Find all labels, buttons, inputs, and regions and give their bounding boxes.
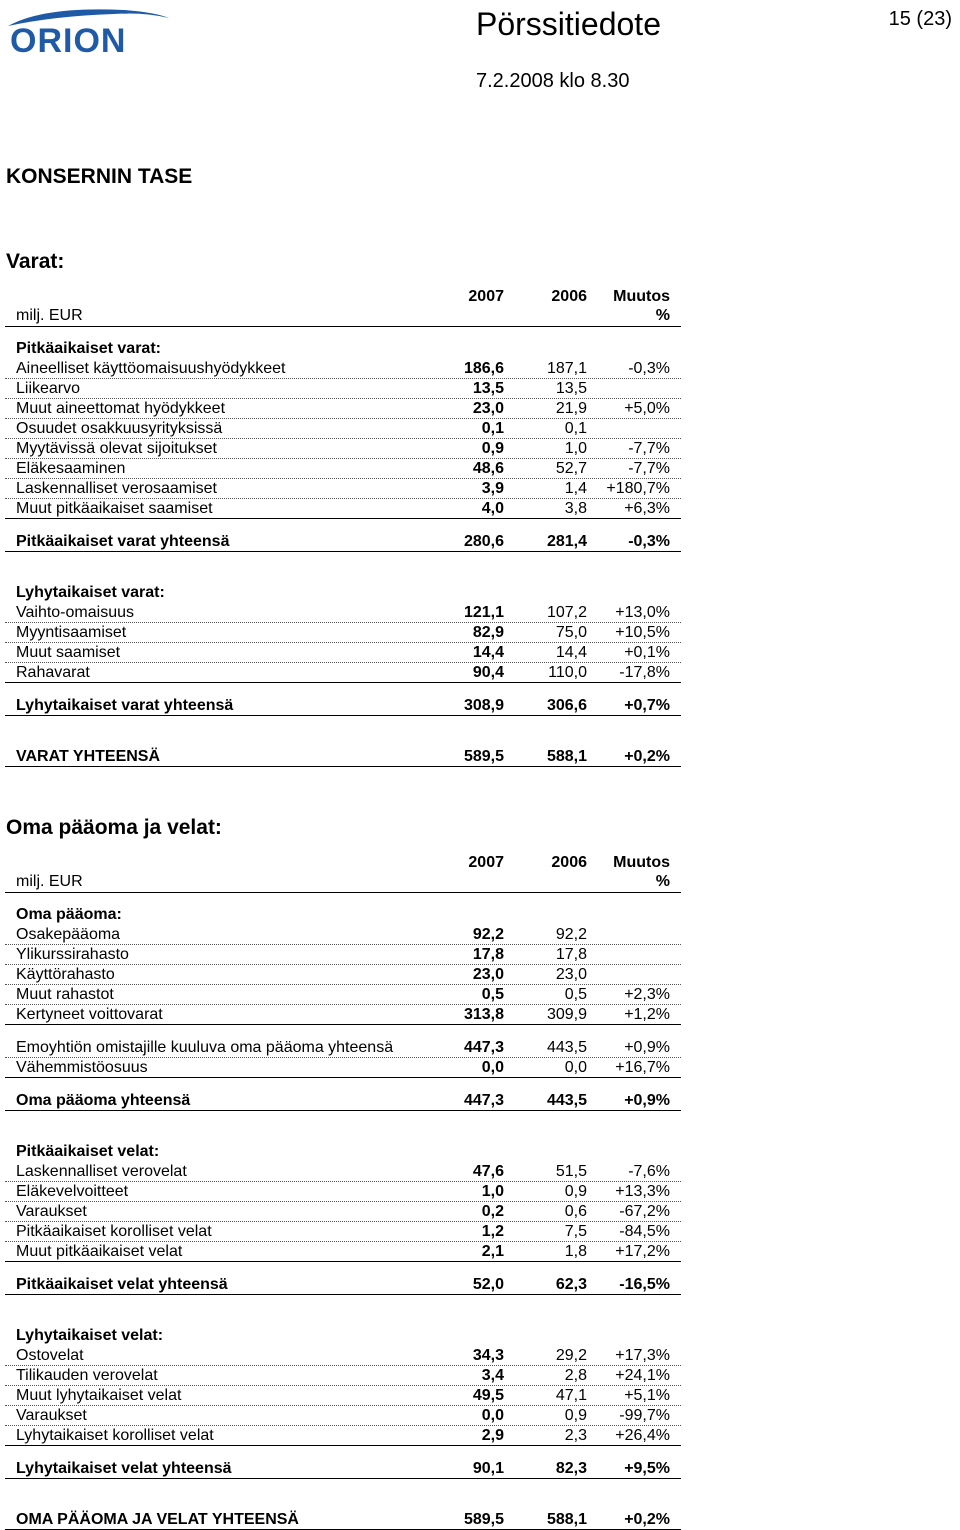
value-2007: 308,9 <box>463 697 504 714</box>
section-heading-row <box>5 339 681 359</box>
value-2007: 92,2 <box>472 926 504 943</box>
table-row <box>5 1058 681 1078</box>
table-row <box>5 459 681 479</box>
value-2006: 47,1 <box>555 1387 587 1404</box>
orion-logo <box>4 6 172 54</box>
row-label: OMA PÄÄOMA JA VELAT YHTEENSÄ <box>16 1511 299 1528</box>
section-heading-row <box>5 905 681 925</box>
total-row <box>5 1091 681 1111</box>
col-change: Muutos <box>613 288 670 305</box>
row-label: Ostovelat <box>16 1347 84 1364</box>
value-2006: 1,8 <box>564 1243 587 1260</box>
value-2006: 75,0 <box>555 624 587 641</box>
table-row <box>5 925 681 945</box>
value-change: +10,5% <box>615 624 670 641</box>
value-2006: 0,9 <box>564 1407 587 1424</box>
row-label: Osakepääoma <box>16 926 121 943</box>
table-row <box>5 1162 681 1182</box>
row-label: Kertyneet voittovarat <box>16 1006 163 1023</box>
value-change: -7,7% <box>628 440 670 457</box>
value-change: +13,0% <box>615 604 670 621</box>
value-2006: 29,2 <box>555 1347 587 1364</box>
row-label: Eläkevelvoitteet <box>16 1183 129 1200</box>
row-label: Lyhytaikaiset velat: <box>16 1327 164 1344</box>
value-2007: 447,3 <box>463 1092 504 1109</box>
row-label: Aineelliset käyttöomaisuushyödykkeet <box>16 360 286 377</box>
value-change: +0,1% <box>624 644 670 661</box>
value-2007: 1,2 <box>481 1223 504 1240</box>
table-row <box>5 985 681 1005</box>
page-number: 15 (23) <box>888 8 952 30</box>
value-2007: 90,1 <box>472 1460 504 1477</box>
row-label: Myyntisaamiset <box>16 624 127 641</box>
total-row <box>5 747 681 767</box>
value-2006: 17,8 <box>555 946 587 963</box>
row-label: Pitkäaikaiset korolliset velat <box>16 1223 212 1240</box>
table-row <box>5 1038 681 1058</box>
value-2007: 3,9 <box>481 480 504 497</box>
value-2007: 0,2 <box>481 1203 504 1220</box>
table-row <box>5 1182 681 1202</box>
value-2007: 589,5 <box>463 1511 504 1528</box>
value-change: +5,1% <box>624 1387 670 1404</box>
table-row <box>5 663 681 683</box>
table-row <box>5 1406 681 1426</box>
value-2006: 62,3 <box>555 1276 587 1293</box>
table-row <box>5 399 681 419</box>
value-change: +24,1% <box>615 1367 670 1384</box>
value-change: -84,5% <box>619 1223 670 1240</box>
col-2007: 2007 <box>468 854 504 871</box>
row-label: Varaukset <box>16 1407 87 1424</box>
value-2007: 49,5 <box>472 1387 504 1404</box>
value-2006: 0,0 <box>564 1059 587 1076</box>
section-heading-row <box>5 1326 681 1346</box>
value-2006: 1,4 <box>564 480 587 497</box>
value-change: +16,7% <box>615 1059 670 1076</box>
value-2006: 52,7 <box>555 460 587 477</box>
table-header <box>5 288 681 327</box>
value-change: +13,3% <box>615 1183 670 1200</box>
value-2006: 588,1 <box>546 748 587 765</box>
value-change: +26,4% <box>615 1427 670 1444</box>
value-2007: 2,9 <box>481 1427 504 1444</box>
total-row <box>5 532 681 552</box>
table-row <box>5 623 681 643</box>
col-2007: 2007 <box>468 288 504 305</box>
value-2006: 0,9 <box>564 1183 587 1200</box>
total-row <box>5 1275 681 1295</box>
row-label: Vähemmistöosuus <box>16 1059 148 1076</box>
value-change: +0,7% <box>624 697 670 714</box>
value-2007: 313,8 <box>463 1006 504 1023</box>
row-label: Oma pääoma: <box>16 906 122 923</box>
value-2007: 0,0 <box>481 1407 504 1424</box>
value-change: +180,7% <box>606 480 670 497</box>
pct-label: % <box>655 873 670 890</box>
value-change: -7,6% <box>628 1163 670 1180</box>
value-2006: 107,2 <box>546 604 587 621</box>
row-label: Pitkäaikaiset velat yhteensä <box>16 1276 228 1293</box>
table-header <box>5 854 681 893</box>
section-heading-row <box>5 583 681 603</box>
row-label: Muut aineettomat hyödykkeet <box>16 400 226 417</box>
value-2006: 588,1 <box>546 1511 587 1528</box>
unit-label: milj. EUR <box>16 873 83 890</box>
table-row <box>5 643 681 663</box>
value-2007: 90,4 <box>472 664 504 681</box>
doc-title: Pörssitiedote <box>476 6 661 42</box>
value-change: +9,5% <box>624 1460 670 1477</box>
value-change: +6,3% <box>624 500 670 517</box>
value-2006: 187,1 <box>546 360 587 377</box>
value-change: +0,2% <box>624 1511 670 1528</box>
value-2007: 48,6 <box>472 460 504 477</box>
row-label: Vaihto-omaisuus <box>16 604 134 621</box>
value-2006: 13,5 <box>555 380 587 397</box>
value-2006: 1,0 <box>564 440 587 457</box>
value-2006: 443,5 <box>546 1039 587 1056</box>
table-row <box>5 1222 681 1242</box>
logo-text: ORION <box>10 22 127 54</box>
value-change: -7,7% <box>628 460 670 477</box>
row-label: Myytävissä olevat sijoitukset <box>16 440 217 457</box>
row-label: Käyttörahasto <box>16 966 115 983</box>
value-2007: 52,0 <box>472 1276 504 1293</box>
value-2006: 92,2 <box>555 926 587 943</box>
row-label: Muut rahastot <box>16 986 114 1003</box>
table-row <box>5 379 681 399</box>
row-label: Eläkesaaminen <box>16 460 126 477</box>
table-row <box>5 439 681 459</box>
value-2007: 186,6 <box>463 360 504 377</box>
value-2006: 3,8 <box>564 500 587 517</box>
value-2007: 2,1 <box>481 1243 504 1260</box>
table-row <box>5 1426 681 1446</box>
value-2007: 0,1 <box>481 420 504 437</box>
value-2006: 51,5 <box>555 1163 587 1180</box>
table-row <box>5 1005 681 1025</box>
value-2007: 447,3 <box>463 1039 504 1056</box>
value-change: -99,7% <box>619 1407 670 1424</box>
value-2006: 110,0 <box>548 664 587 681</box>
row-label: VARAT YHTEENSÄ <box>16 748 161 765</box>
table-row <box>5 945 681 965</box>
value-2007: 280,6 <box>463 533 504 550</box>
value-2006: 21,9 <box>555 400 587 417</box>
table-row <box>5 1366 681 1386</box>
row-label: Laskennalliset verovelat <box>16 1163 187 1180</box>
row-label: Muut saamiset <box>16 644 121 661</box>
value-2007: 82,9 <box>472 624 504 641</box>
col-2006: 2006 <box>551 288 587 305</box>
value-change: -0,3% <box>628 533 670 550</box>
row-label: Liikearvo <box>16 380 81 397</box>
table-row <box>5 419 681 439</box>
unit-label: milj. EUR <box>16 307 83 324</box>
value-2007: 17,8 <box>472 946 504 963</box>
row-label: Osuudet osakkuusyrityksissä <box>16 420 223 437</box>
value-2006: 281,4 <box>546 533 587 550</box>
col-2006: 2006 <box>551 854 587 871</box>
value-2006: 2,8 <box>564 1367 587 1384</box>
liabilities-title: Oma pääoma ja velat: <box>6 816 222 839</box>
value-2007: 121,1 <box>463 604 504 621</box>
row-label: Pitkäaikaiset varat yhteensä <box>16 533 230 550</box>
value-2006: 443,5 <box>546 1092 587 1109</box>
row-label: Pitkäaikaiset varat: <box>16 340 161 357</box>
row-label: Laskennalliset verosaamiset <box>16 480 217 497</box>
value-change: +0,2% <box>624 748 670 765</box>
section-heading-row <box>5 1142 681 1162</box>
value-2007: 3,4 <box>481 1367 504 1384</box>
value-change: +0,9% <box>624 1092 670 1109</box>
value-2006: 14,4 <box>555 644 587 661</box>
main-title: KONSERNIN TASE <box>6 165 193 188</box>
table-row <box>5 1346 681 1366</box>
value-change: +17,2% <box>615 1243 670 1260</box>
row-label: Rahavarat <box>16 664 90 681</box>
table-row <box>5 479 681 499</box>
row-label: Lyhytaikaiset velat yhteensä <box>16 1460 232 1477</box>
col-change: Muutos <box>613 854 670 871</box>
assets-title: Varat: <box>6 250 65 273</box>
value-change: +1,2% <box>624 1006 670 1023</box>
row-label: Lyhytaikaiset varat: <box>16 584 165 601</box>
value-2007: 4,0 <box>481 500 504 517</box>
value-change: -17,8% <box>619 664 670 681</box>
row-label: Lyhytaikaiset varat yhteensä <box>16 697 234 714</box>
value-2007: 589,5 <box>463 748 504 765</box>
row-label: Oma pääoma yhteensä <box>16 1092 191 1109</box>
value-2007: 1,0 <box>481 1183 504 1200</box>
value-2006: 2,3 <box>564 1427 587 1444</box>
table-row <box>5 1386 681 1406</box>
value-2006: 23,0 <box>555 966 587 983</box>
value-change: -67,2% <box>619 1203 670 1220</box>
value-2007: 23,0 <box>472 966 504 983</box>
value-change: -0,3% <box>628 360 670 377</box>
table-row <box>5 965 681 985</box>
row-label: Varaukset <box>16 1203 87 1220</box>
table-row <box>5 1202 681 1222</box>
value-2007: 34,3 <box>472 1347 504 1364</box>
value-2006: 0,5 <box>564 986 587 1003</box>
value-2007: 47,6 <box>472 1163 504 1180</box>
value-2006: 7,5 <box>564 1223 587 1240</box>
value-change: -16,5% <box>619 1276 670 1293</box>
total-row <box>5 1510 681 1530</box>
doc-date: 7.2.2008 klo 8.30 <box>476 70 630 92</box>
value-change: +5,0% <box>624 400 670 417</box>
pct-label: % <box>655 307 670 324</box>
table-row <box>5 1242 681 1262</box>
value-2007: 23,0 <box>472 400 504 417</box>
liabilities-table <box>5 854 681 1530</box>
table-row <box>5 499 681 519</box>
table-row <box>5 359 681 379</box>
row-label: Ylikurssirahasto <box>16 946 129 963</box>
value-change: +0,9% <box>624 1039 670 1056</box>
value-2006: 306,6 <box>546 697 587 714</box>
assets-table <box>5 288 681 767</box>
row-label: Pitkäaikaiset velat: <box>16 1143 160 1160</box>
total-row <box>5 696 681 716</box>
row-label: Tilikauden verovelat <box>16 1367 158 1384</box>
row-label: Lyhytaikaiset korolliset velat <box>16 1427 214 1444</box>
value-2006: 309,9 <box>546 1006 587 1023</box>
row-label: Muut lyhytaikaiset velat <box>16 1387 182 1404</box>
value-2007: 0,0 <box>481 1059 504 1076</box>
row-label: Muut pitkäaikaiset velat <box>16 1243 183 1260</box>
value-2007: 14,4 <box>472 644 504 661</box>
value-change: +17,3% <box>615 1347 670 1364</box>
value-2007: 0,9 <box>481 440 504 457</box>
row-label: Muut pitkäaikaiset saamiset <box>16 500 213 517</box>
value-2007: 13,5 <box>472 380 504 397</box>
total-row <box>5 1459 681 1479</box>
row-label: Emoyhtiön omistajille kuuluva oma pääoma yhteensä <box>16 1039 394 1056</box>
value-2006: 0,1 <box>564 420 587 437</box>
value-2006: 82,3 <box>555 1460 587 1477</box>
value-2007: 0,5 <box>481 986 504 1003</box>
table-row <box>5 603 681 623</box>
value-change: +2,3% <box>624 986 670 1003</box>
value-2006: 0,6 <box>564 1203 587 1220</box>
